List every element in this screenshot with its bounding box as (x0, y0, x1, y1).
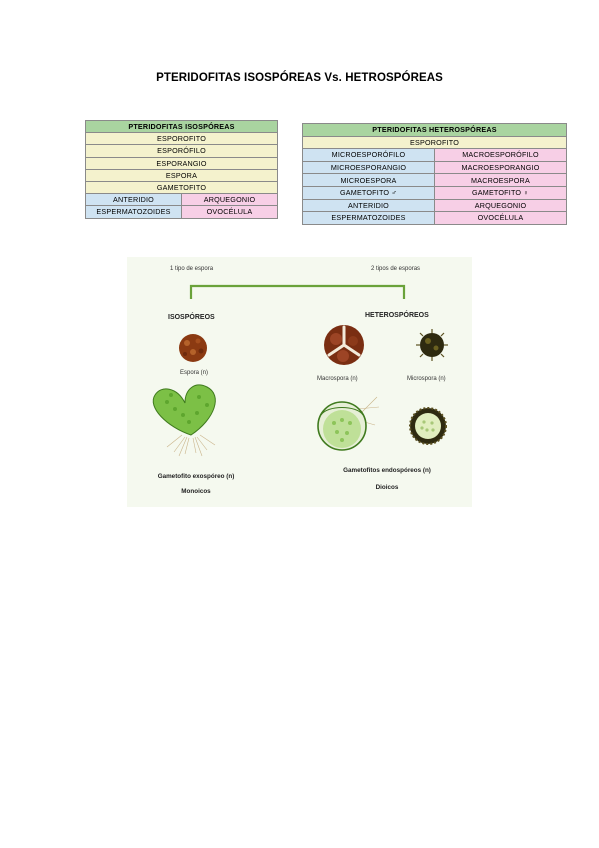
table-row: ESPORÓFILO (86, 145, 278, 157)
isosporous-heading: ISOSPÓREOS (168, 314, 215, 321)
table-row: ESPOROFITO (86, 133, 278, 145)
female-cell: MACROESPORA (435, 174, 567, 187)
female-cell: OVOCÉLULA (435, 212, 567, 225)
hetero-gametophyte-caption: Gametofitos endospóreos (n) (343, 467, 431, 474)
bracket-line (191, 286, 404, 299)
two-spore-types-label: 2 tipos de esporas (371, 266, 421, 272)
male-cell: ESPERMATOZOIDES (303, 212, 435, 225)
female-cell: ARQUEGONIO (435, 199, 567, 212)
spore-illustration (127, 257, 472, 507)
female-cell: MACROESPORÓFILO (435, 149, 567, 162)
male-cell: GAMETOFITO ♂ (303, 186, 435, 199)
macrospore-icon (324, 325, 364, 365)
male-cell: MICROESPORA (303, 174, 435, 187)
male-gametophyte-icon (410, 408, 446, 444)
table-row: GAMETOFITO (86, 181, 278, 193)
one-spore-type-label: 1 tipo de espora (170, 266, 214, 272)
table-header: PTERIDOFITAS HETEROSPÓREAS (303, 124, 567, 137)
heterosporous-table (302, 123, 567, 225)
table-row: ESPORA (86, 169, 278, 181)
table-row: ESPOROFITO (303, 136, 567, 149)
male-cell: ANTERIDIO (303, 199, 435, 212)
gametophyte-heart-icon (153, 385, 215, 456)
female-cell: ARQUEGONIO (182, 194, 278, 206)
heterosporous-heading: HETEROSPÓREOS (365, 312, 429, 319)
dioecious-caption: Dioicos (375, 484, 399, 491)
male-cell: MICROESPORÓFILO (303, 149, 435, 162)
male-cell: ESPERMATOZOIDES (86, 206, 182, 218)
isosporous-table (85, 120, 278, 219)
monoecious-caption: Monoicos (181, 488, 211, 495)
iso-gametophyte-caption: Gametofito exospóreo (n) (157, 473, 235, 480)
spore-icon (179, 334, 207, 362)
microspore-label: Microspora (n) (407, 376, 446, 382)
table-row: ESPORANGIO (86, 157, 278, 169)
spore-label: Espora (n) (180, 370, 209, 376)
male-cell: MICROESPORANGIO (303, 161, 435, 174)
table-header: PTERIDOFITAS ISOSPÓREAS (86, 121, 278, 133)
female-cell: GAMETOFITO ♀ (435, 186, 567, 199)
female-cell: OVOCÉLULA (182, 206, 278, 218)
microspore-icon (416, 329, 448, 361)
macrospore-label: Macrospora (n) (317, 376, 358, 382)
female-gametophyte-icon (318, 397, 379, 450)
page-title: PTERIDOFITAS ISOSPÓREAS Vs. HETROSPÓREAS (156, 72, 443, 84)
female-cell: MACROESPORANGIO (435, 161, 567, 174)
male-cell: ANTERIDIO (86, 194, 182, 206)
